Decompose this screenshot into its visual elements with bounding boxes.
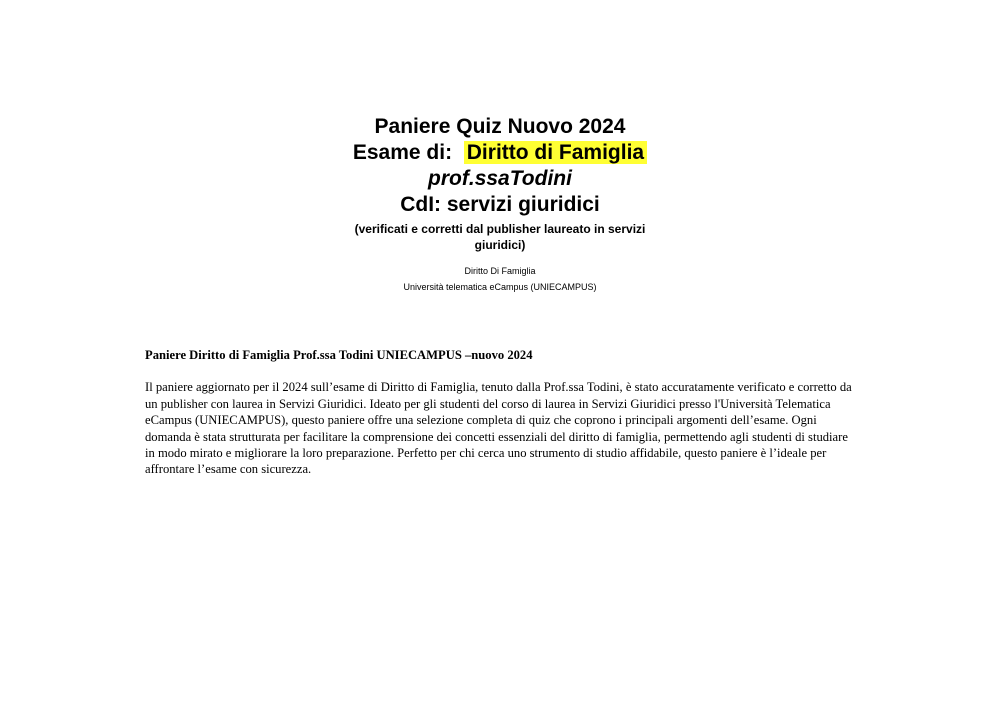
- course-name: CdI: servizi giuridici: [400, 193, 600, 216]
- exam-prefix: Esame di:: [352, 141, 453, 164]
- body-heading: Paniere Diritto di Famiglia Prof.ssa Todini UNIECAMPUS –nuovo 2024: [145, 348, 533, 362]
- document-title: Paniere Quiz Nuovo 2024: [374, 115, 626, 138]
- body-block: [145, 347, 855, 478]
- professor-name: prof.ssaTodini: [428, 167, 572, 190]
- subject-small: Diritto Di Famiglia: [464, 266, 536, 276]
- title-block: [0, 114, 1000, 293]
- university-name: Università telematica eCampus (UNIECAMPUS): [403, 282, 597, 292]
- exam-line: [0, 140, 1000, 166]
- verified-note: (verificati e corretti dal publisher laureato in servizi giuridici): [354, 222, 646, 252]
- exam-subject-highlight: Diritto di Famiglia: [464, 141, 647, 164]
- body-paragraph: Il paniere aggiornato per il 2024 sull’esame di Diritto di Famiglia, tenuto dalla Prof.ssa Todini, è stato accuratamente verificato e corretto da un publisher con laurea in Servizi Giuridici. Ideato per gli studenti del corso di laurea in Servizi Giuridici presso l'Università Telematica eCampus (UNIECAMPUS), questo paniere offre una selezione completa di quiz che coprono i principali argomenti dell’esame. Ogni domanda è stata strutturata per facilitare la comprensione dei concetti essenziali del diritto di famiglia, permettendo agli studenti di studiare in modo mirato e migliorare la loro preparazione. Perfetto per chi cerca uno strumento di studio affidabile, questo paniere è l’ideale per affrontare l’esame con sicurezza.: [145, 380, 852, 477]
